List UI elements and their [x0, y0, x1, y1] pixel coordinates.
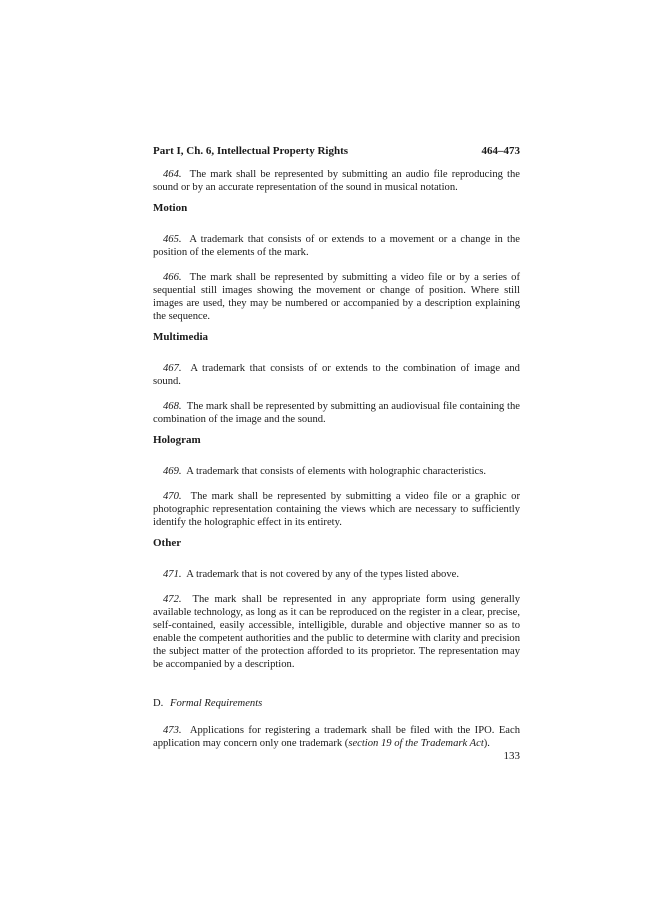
- section-title: Formal Requirements: [169, 698, 263, 709]
- paragraph-472: [153, 593, 520, 671]
- subheading-multimedia: Multimedia: [153, 331, 208, 343]
- paragraph-468: [153, 400, 520, 426]
- paragraph-471: [153, 568, 520, 581]
- subheading-other: Other: [153, 537, 182, 549]
- section-letter: D.: [153, 698, 164, 709]
- paragraph-text: The mark shall be represented by submitting a video file or by a series of sequential still images showing the movement or change of position. Where still images are used, they may be numbered or accompanied by a description explaining the sequence.: [153, 272, 520, 322]
- paragraph-number: 468.: [163, 401, 182, 412]
- paragraph-464: [153, 168, 520, 194]
- subheading-hologram: Hologram: [153, 434, 201, 446]
- paragraph-number: 472.: [163, 594, 182, 605]
- paragraph-number: 470.: [163, 491, 182, 502]
- page-number: 133: [503, 750, 520, 762]
- paragraph-text: A trademark that consists of or extends to a movement or a change in the position of the elements of the mark.: [153, 234, 520, 258]
- running-header: [153, 144, 520, 158]
- paragraph-number: 469.: [163, 466, 182, 477]
- page-body: [153, 144, 520, 762]
- paragraph-text: A trademark that consists of elements with holographic characteristics.: [186, 466, 487, 477]
- paragraph-text: A trademark that consists of or extends to the combination of image and sound.: [153, 363, 520, 387]
- paragraph-number: 471.: [163, 569, 182, 580]
- paragraph-465: [153, 233, 520, 259]
- paragraph-text: The mark shall be represented in any appropriate form using generally available technology, as long as it can be reproduced on the register in a clear, precise, self-contained, easily accessible, intelligible, durable and objective manner so as to enable the competent authorities and the public to determine with clarity and precision the subject matter of the protection afforded to its proprietor. The representation may be accompanied by a description.: [153, 594, 520, 670]
- paragraph-text: The mark shall be represented by submitting an audiovisual file containing the combination of the image and the sound.: [153, 401, 520, 425]
- paragraph-number: 473.: [163, 725, 182, 736]
- paragraph-text: Applications for registering a trademark shall be filed with the IPO. Each application may concern only one trademark (: [153, 725, 520, 749]
- paragraph-467: [153, 362, 520, 388]
- paragraph-473: [153, 724, 520, 750]
- paragraph-number: 467.: [163, 363, 182, 374]
- paragraph-text: A trademark that is not covered by any of the types listed above.: [186, 569, 459, 580]
- running-header-range: 464–473: [481, 145, 520, 157]
- paragraph-470: [153, 490, 520, 529]
- paragraph-text: The mark shall be represented by submitting a video file or a graphic or photographic representation containing the views which are necessary to sufficiently identify the holographic effect in its entirety.: [153, 491, 521, 528]
- statute-citation: section 19 of the Trademark Act: [348, 738, 484, 749]
- paragraph-469: [153, 465, 520, 478]
- running-header-title: Part I, Ch. 6, Intellectual Property Rights: [153, 145, 349, 157]
- paragraph-number: 464.: [163, 169, 182, 180]
- paragraph-text-end: ).: [483, 738, 490, 749]
- section-heading-formal-requirements: [153, 697, 520, 710]
- paragraph-466: [153, 271, 520, 323]
- paragraph-number: 465.: [163, 234, 182, 245]
- paragraph-number: 466.: [163, 272, 182, 283]
- subheading-motion: Motion: [153, 202, 188, 214]
- paragraph-text: The mark shall be represented by submitting an audio file reproducing the sound or by an accurate representation of the sound in musical notation.: [153, 169, 520, 193]
